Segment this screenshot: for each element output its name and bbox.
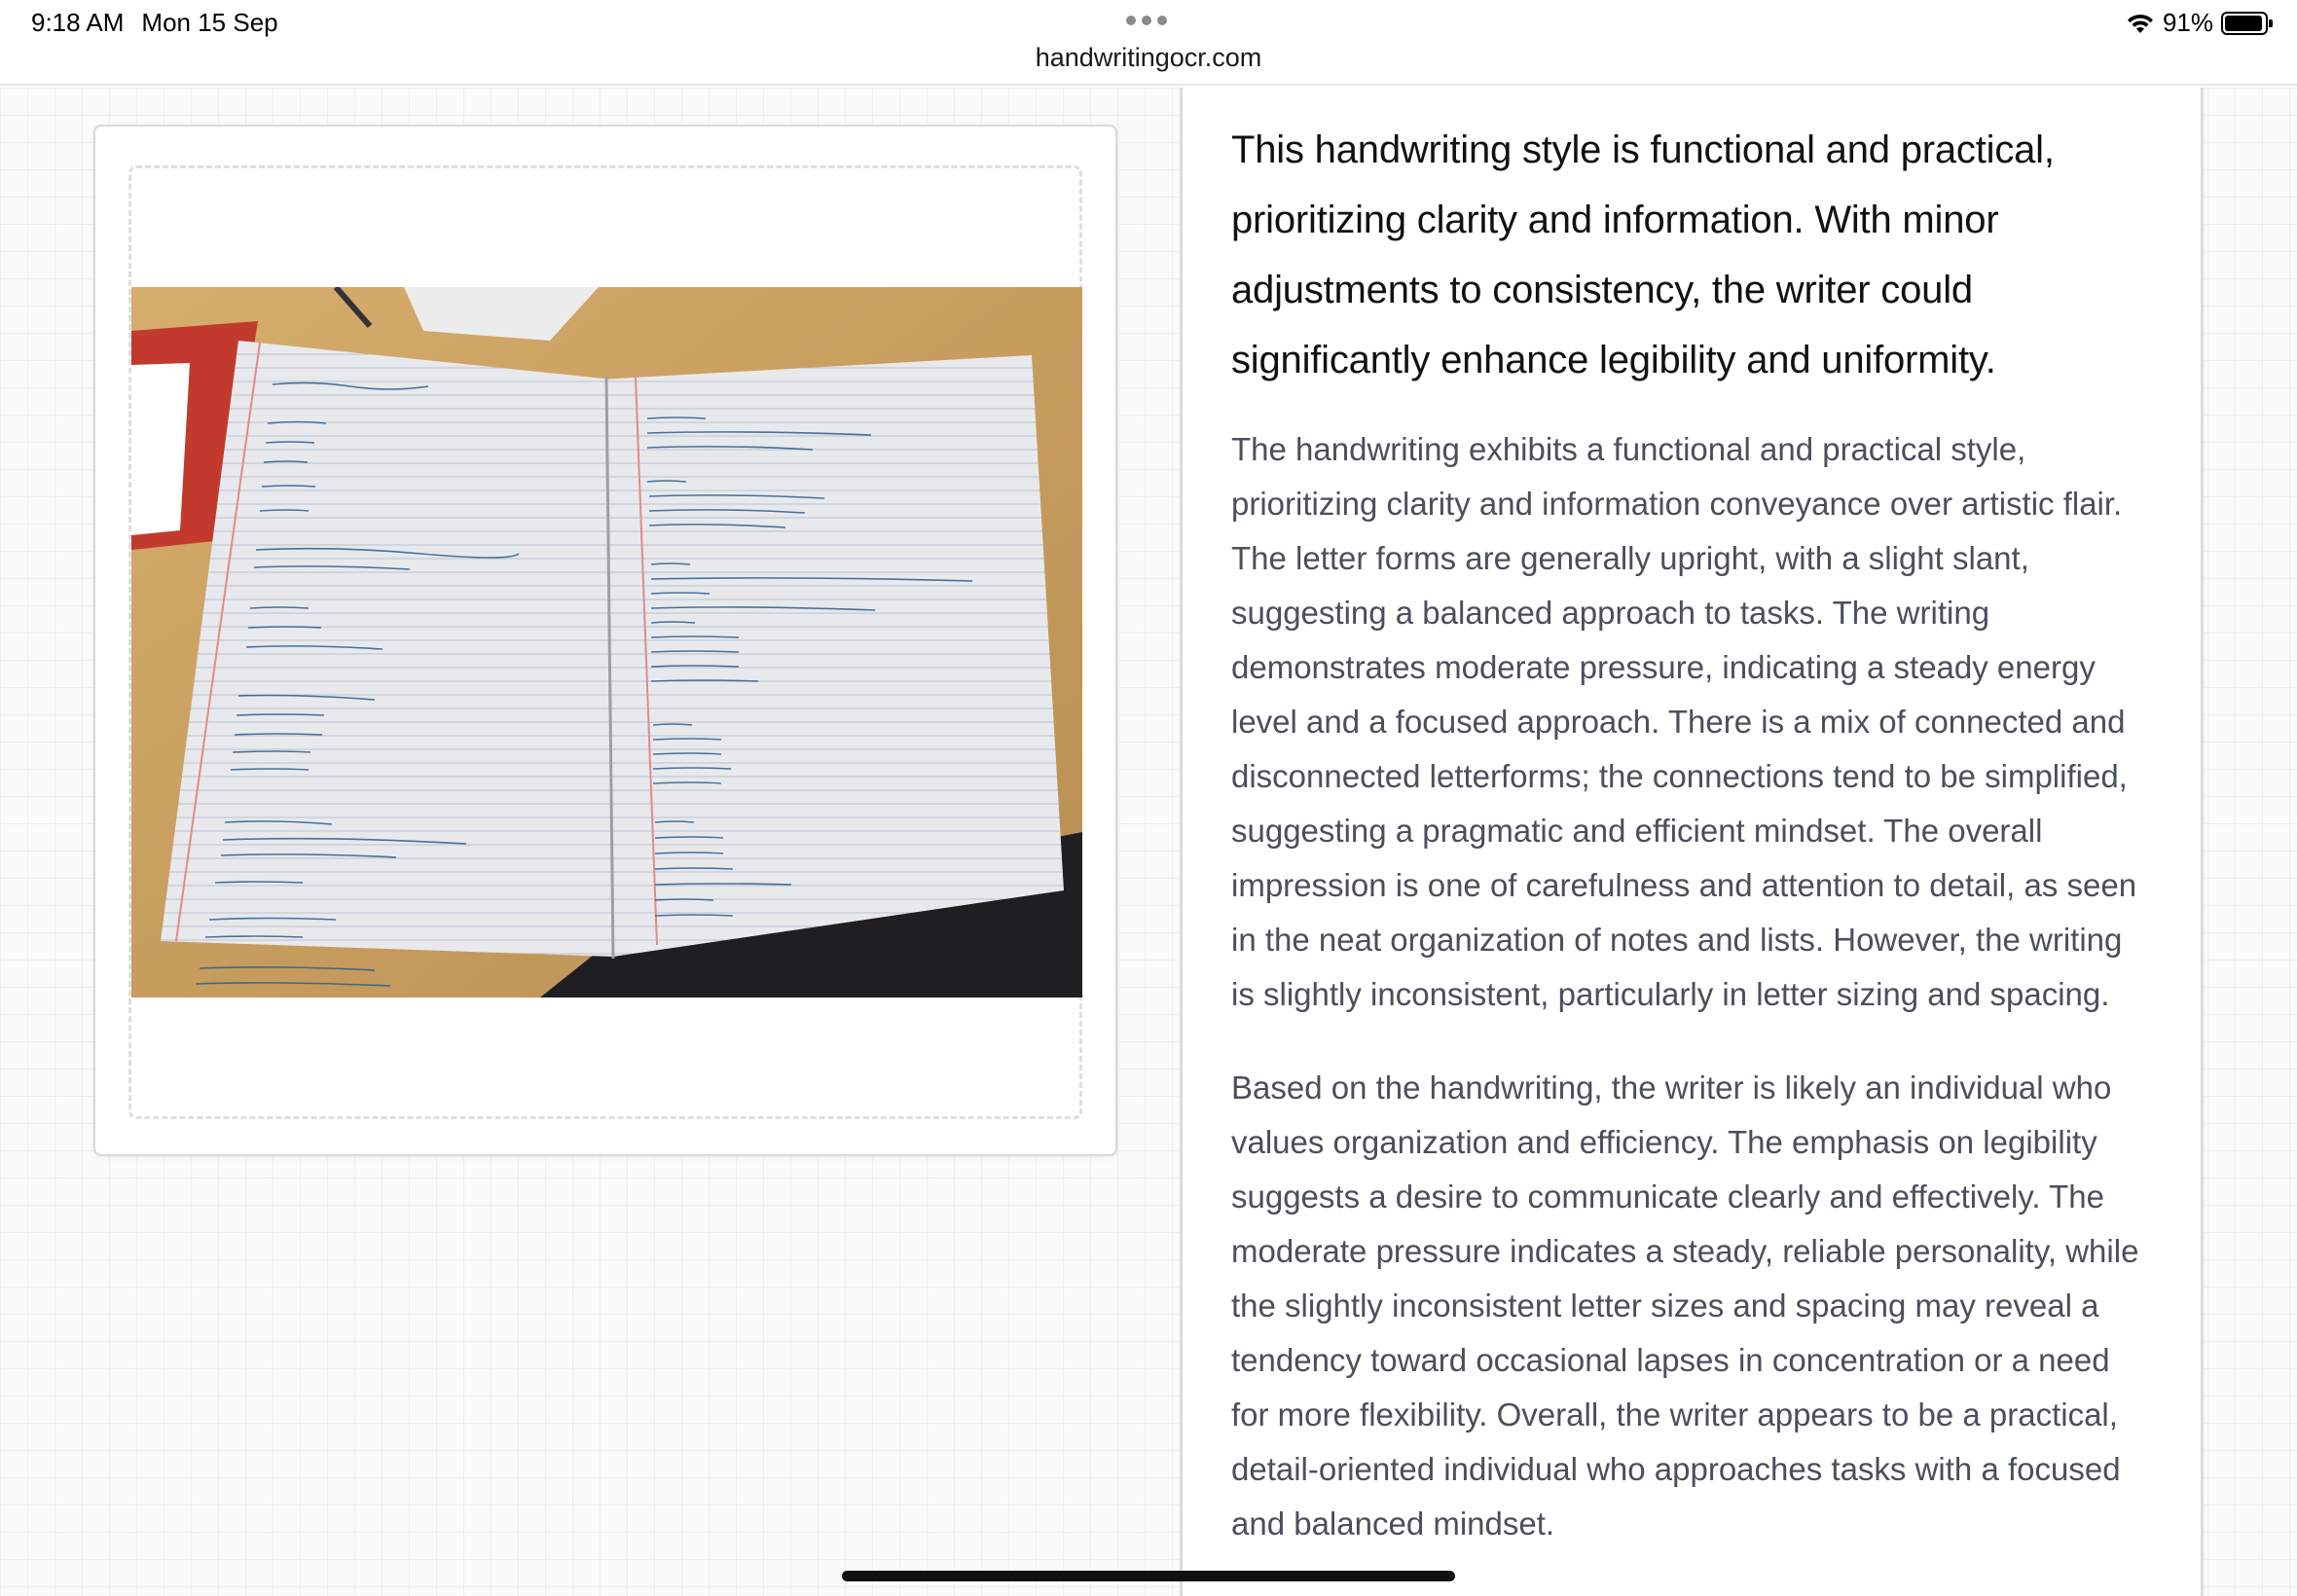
image-dropzone[interactable] [128,165,1082,1119]
status-time: 9:18 AM [31,8,125,37]
analysis-headline: This handwriting style is functional and practical, prioritizing clarity and information. With minor adjustments to consistency, the writer could significantly enhance legibility and uniformity. [1231,128,2055,381]
status-time-date [31,8,278,38]
analysis-paragraph-2: Based on the handwriting, the writer is likely an individual who values organization and efficiency. The emphasis on legibility suggests a desire to communicate clearly and effectively. The moderate pressure indicates a steady, reliable personality, while the slightly inconsistent letter sizes and spacing may reveal a tendency toward occasional lapses in concentration or a need for more flexibility. Overall, the writer appears to be a practical, detail-oriented individual who approaches tasks with a focused and balanced mindset. [1231,1070,2139,1542]
home-indicator[interactable] [842,1571,1455,1581]
analysis-paragraph-1: The handwriting exhibits a functional and practical style, prioritizing clarity and information conveyance over artistic flair. The letter forms are generally upright, with a slight slant, suggesting a balanced approach to tasks. The writing demonstrates moderate pressure, indicating a steady energy level and a focused approach. There is a mix of connected and disconnected letterforms; the connections tend to be simplified, suggesting a pragmatic and efficient mindset. The overall impression is one of carefulness and attention to detail, as seen in the neat organization of notes and lists. However, the writing is slightly inconsistent, particularly in letter sizing and spacing. [1231,431,2137,1012]
status-indicators [2126,8,2268,38]
page-content [0,88,2297,1596]
upload-card [93,125,1117,1156]
wifi-icon [2126,12,2155,35]
status-date: Mon 15 Sep [141,8,278,37]
battery-icon [2221,12,2268,35]
notebook-photo [131,287,1082,998]
address-bar-url[interactable]: handwritingocr.com [1035,43,1262,72]
analysis-panel [1180,88,2204,1596]
more-dots-icon[interactable] [1126,16,1167,25]
battery-percent: 91% [2162,8,2213,37]
status-bar [0,0,2297,86]
